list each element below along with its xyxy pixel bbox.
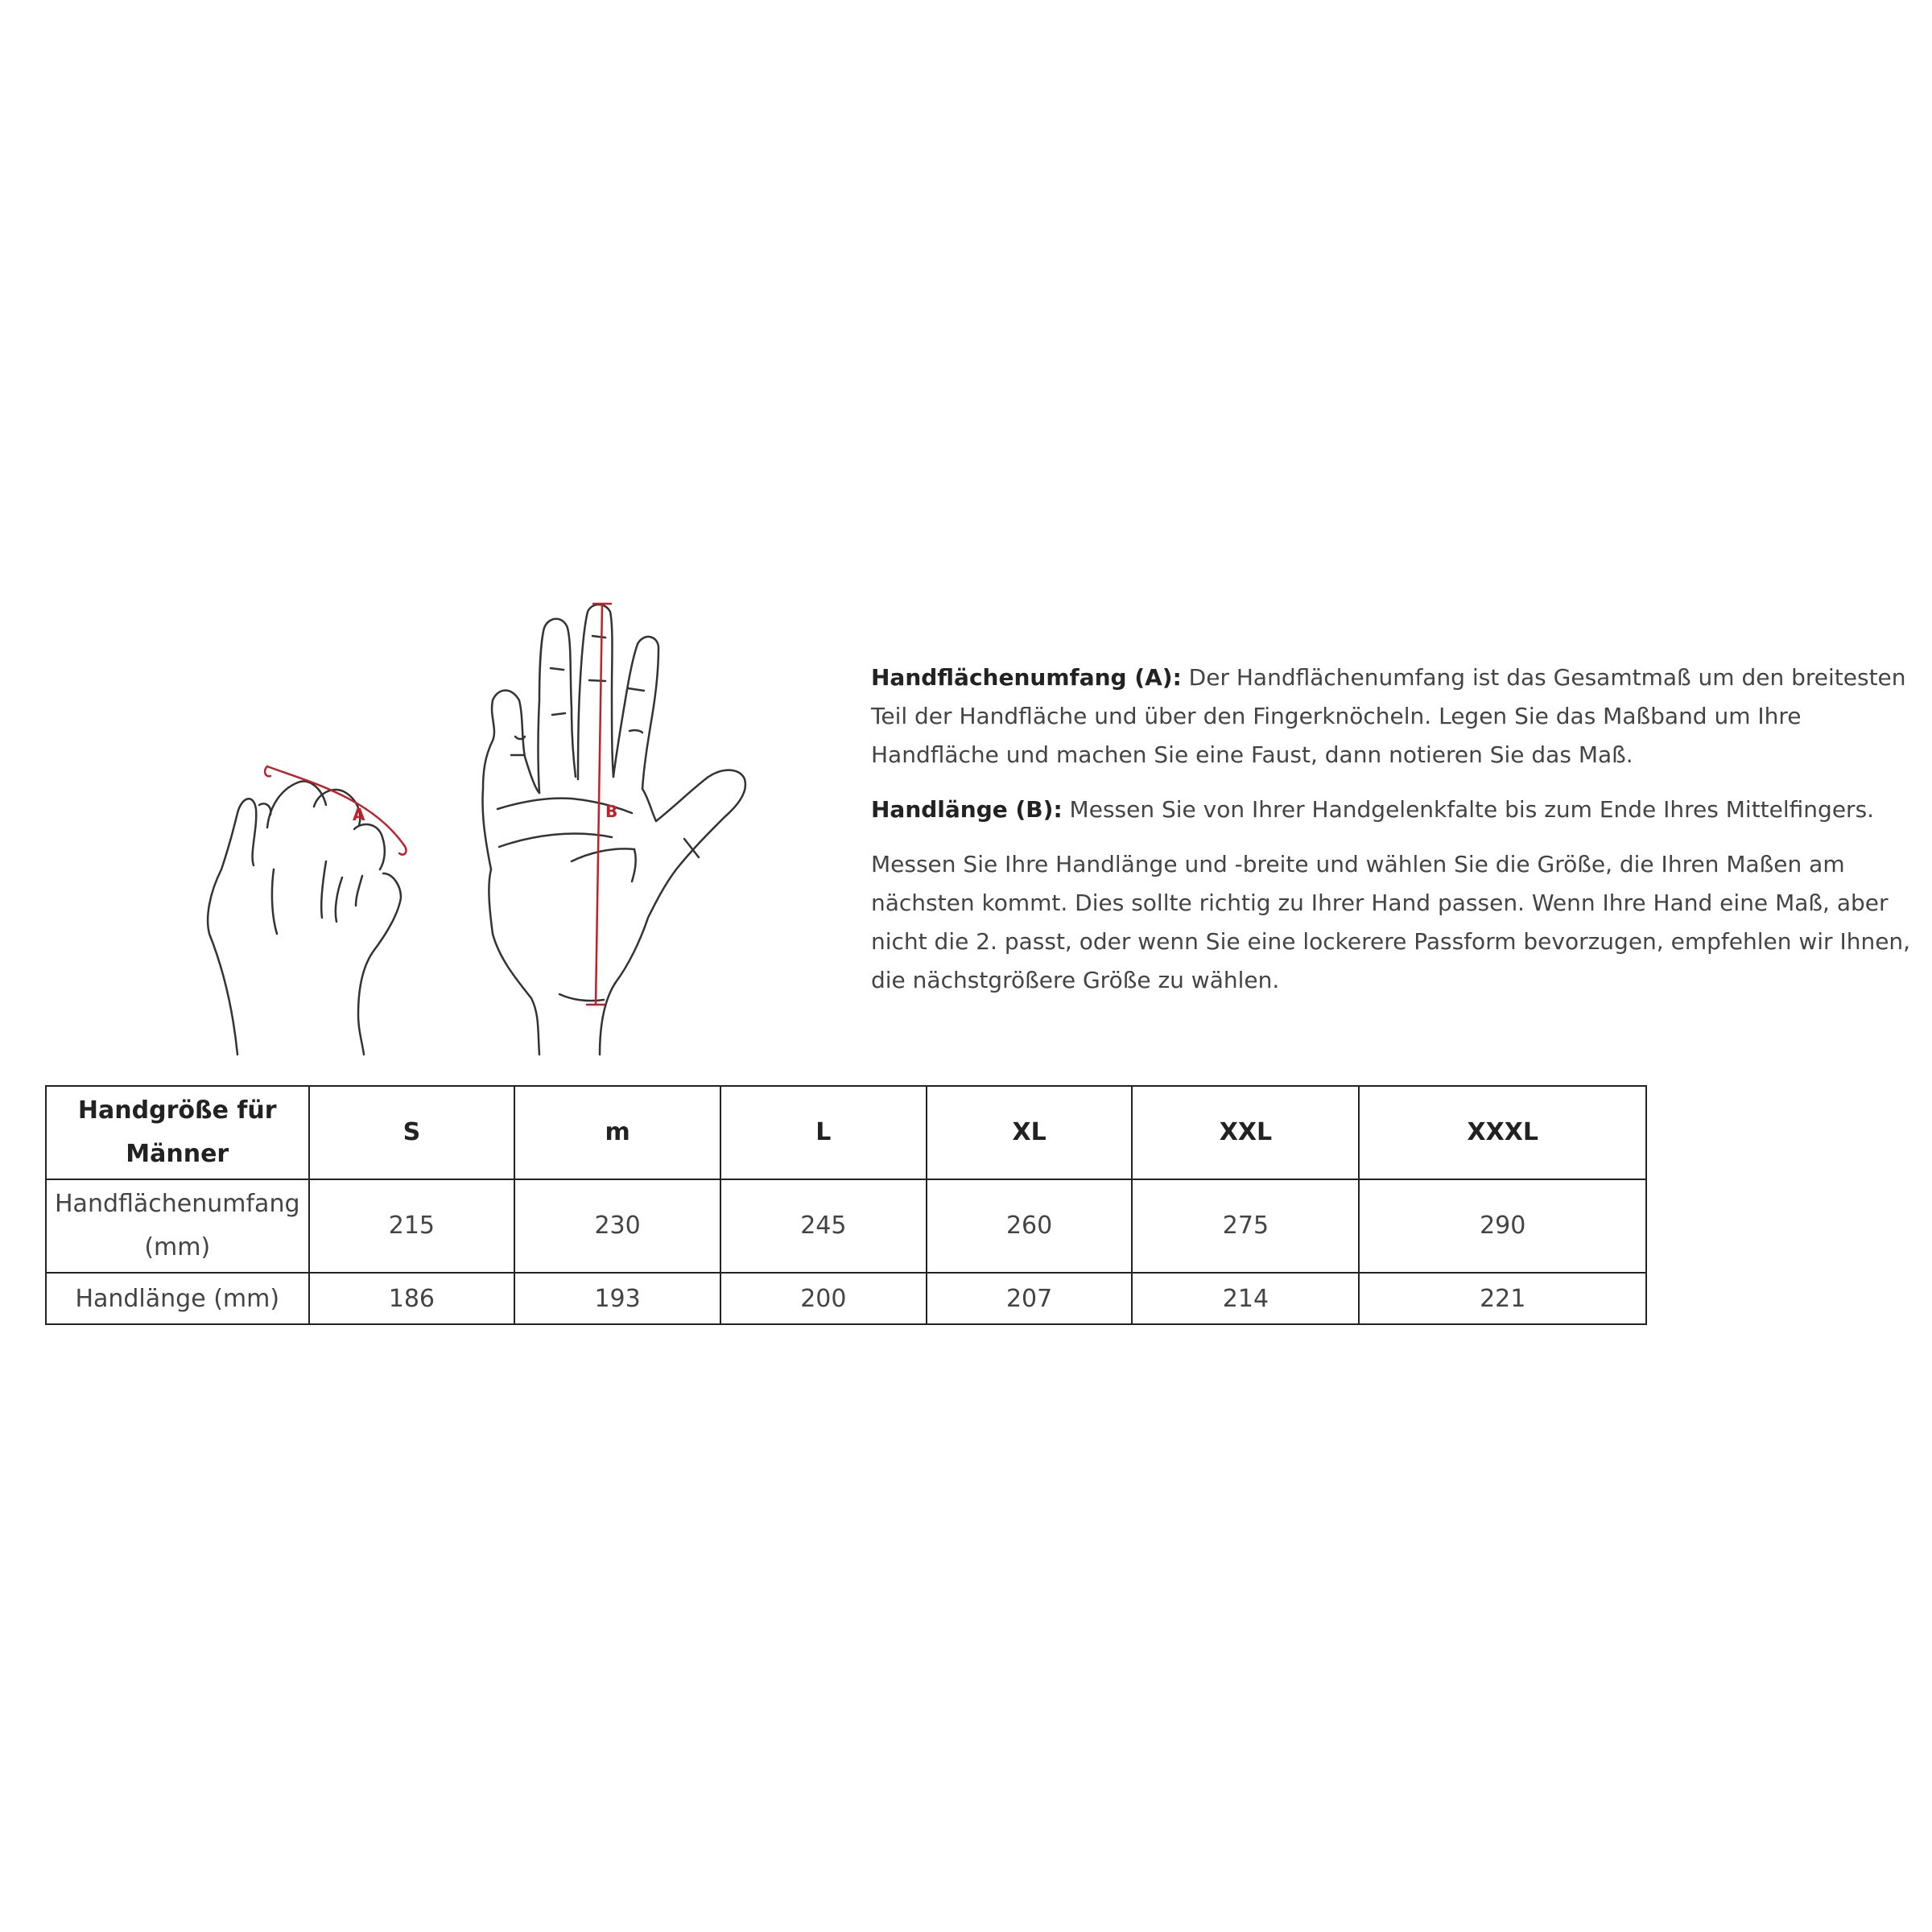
row-label-hand-length: Handlänge (mm) <box>46 1273 309 1324</box>
size-header-xl: XL <box>927 1086 1133 1179</box>
table-cell: 193 <box>514 1273 720 1324</box>
palm-circumference-text: Der Handflächenumfang ist das Gesamtmaß um den breitesten Teil der Handfläche und über den Fingerknöcheln. Legen Sie das Maßband um Ihre Handfläche und machen Sie eine Faust, dann notieren Sie das Maß. <box>871 664 1906 768</box>
table-header-row <box>46 1086 1646 1179</box>
open-hand-drawing <box>482 605 745 1055</box>
measure-label-b: B <box>605 802 618 821</box>
size-chart-table <box>45 1085 1647 1325</box>
size-header-m: m <box>514 1086 720 1179</box>
table-cell: 214 <box>1132 1273 1359 1324</box>
measure-line-a <box>267 766 404 845</box>
table-cell: 221 <box>1359 1273 1646 1324</box>
size-header-xxxl: XXXL <box>1359 1086 1646 1179</box>
table-cell: 260 <box>927 1179 1133 1273</box>
hand-length-term: Handlänge (B): <box>871 796 1063 823</box>
hand-length-text: Messen Sie von Ihrer Handgelenkfalte bis zum Ende Ihres Mittelfingers. <box>1062 796 1875 823</box>
table-row <box>46 1273 1646 1324</box>
measure-label-a: A <box>353 805 365 824</box>
fist-hand-drawing <box>208 782 401 1055</box>
size-header-s: S <box>309 1086 515 1179</box>
size-header-l: L <box>720 1086 927 1179</box>
table-cell: 230 <box>514 1179 720 1273</box>
table-row <box>46 1179 1646 1273</box>
palm-circumference-paragraph <box>871 658 1918 774</box>
table-cell: 290 <box>1359 1179 1646 1273</box>
table-header-label: Handgröße für Männer <box>46 1086 309 1179</box>
table-cell: 245 <box>720 1179 927 1273</box>
size-advice-paragraph: Messen Sie Ihre Handlänge und -breite und wählen Sie die Größe, die Ihren Maßen am nächsten kommt. Dies sollte richtig zu Ihrer Hand passen. Wenn Ihre Hand eine Maß, aber nicht die 2. passt, oder wenn Sie eine lockerere Passform bevorzugen, empfehlen wir Ihnen, die nächstgrößere Größe zu wählen. <box>871 851 1911 993</box>
measurement-instructions <box>871 658 1918 1016</box>
table-cell: 200 <box>720 1273 927 1324</box>
row-label-palm-circumference: Handflächenumfang (mm) <box>46 1179 309 1273</box>
table-cell: 215 <box>309 1179 515 1273</box>
size-header-xxl: XXL <box>1132 1086 1359 1179</box>
table-cell: 207 <box>927 1273 1133 1324</box>
table-cell: 186 <box>309 1273 515 1324</box>
hand-measurement-illustration <box>193 596 821 1063</box>
table-cell: 275 <box>1132 1179 1359 1273</box>
hand-length-paragraph <box>871 791 1918 829</box>
palm-circumference-term: Handflächenumfang (A): <box>871 664 1182 691</box>
